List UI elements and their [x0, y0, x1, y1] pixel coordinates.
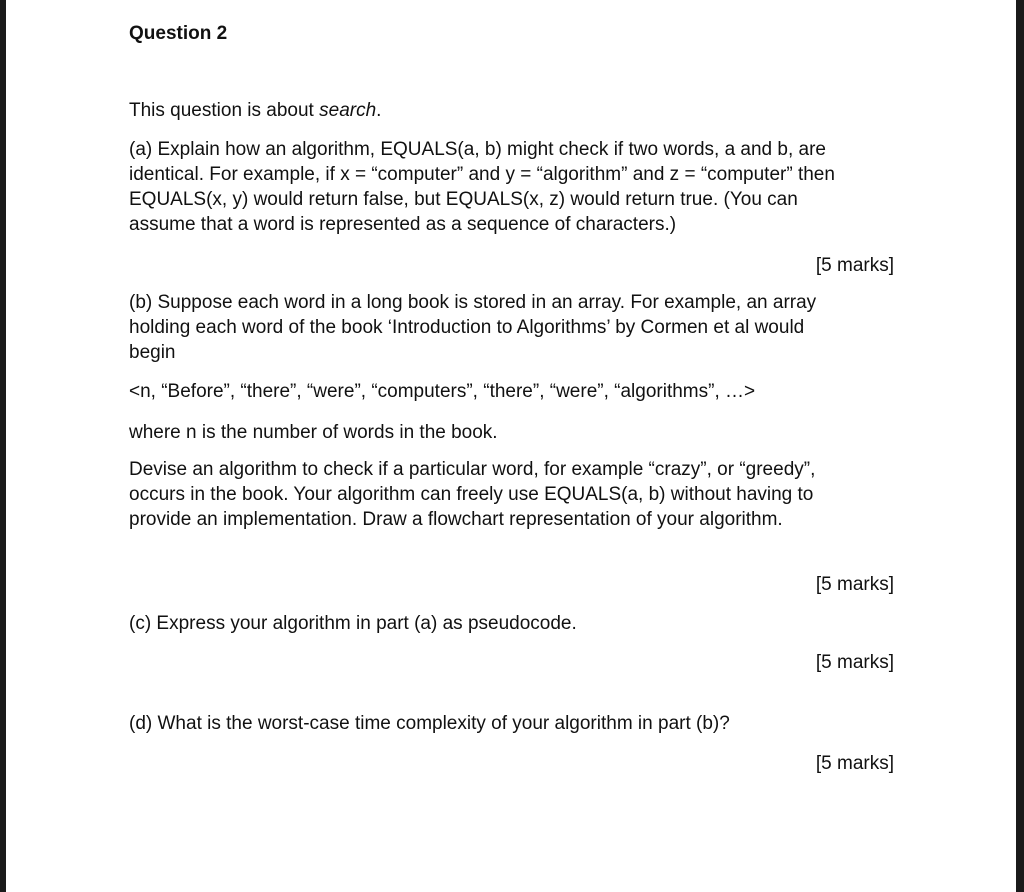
- part-a-marks: [5 marks]: [815, 255, 894, 276]
- part-c-text: (c) Express your algorithm in part (a) as pseudocode.: [129, 613, 577, 634]
- intro-topic: search: [319, 100, 377, 121]
- part-a-line: (a) Explain how an algorithm, EQUALS(a, b) might check if two words, a and b, are: [129, 139, 826, 160]
- intro-suffix: .: [376, 100, 382, 121]
- part-b-line: (b) Suppose each word in a long book is stored in an array. For example, an array: [129, 292, 817, 313]
- exam-page: [6, 0, 1016, 892]
- part-b-devise-text: [129, 457, 815, 532]
- part-d-marks: [5 marks]: [815, 753, 894, 774]
- part-c-marks: [5 marks]: [815, 652, 894, 673]
- part-a-text: [129, 137, 835, 237]
- question-title: Question 2: [129, 23, 228, 44]
- intro-prefix: This question is about: [129, 100, 320, 121]
- part-d-text: (d) What is the worst-case time complexity of your algorithm in part (b)?: [129, 713, 730, 734]
- devise-line: occurs in the book. Your algorithm can freely use EQUALS(a, b) without having to: [129, 484, 814, 505]
- part-b-text: [129, 290, 816, 365]
- where-line: where n is the number of words in the book.: [129, 422, 498, 443]
- array-example: <n, “Before”, “there”, “were”, “computers”, “there”, “were”, “algorithms”, …>: [129, 381, 756, 402]
- part-a-line: identical. For example, if x = “computer” and y = “algorithm” and z = “computer” then: [129, 164, 835, 185]
- part-b-line: holding each word of the book ‘Introduction to Algorithms’ by Cormen et al would: [129, 317, 805, 338]
- part-b-marks: [5 marks]: [815, 574, 894, 595]
- devise-line: Devise an algorithm to check if a particular word, for example “crazy”, or “greedy”,: [129, 459, 816, 480]
- part-a-line: EQUALS(x, y) would return false, but EQUALS(x, z) would return true. (You can: [129, 189, 798, 210]
- intro-text: [129, 98, 381, 123]
- devise-line: provide an implementation. Draw a flowchart representation of your algorithm.: [129, 509, 783, 530]
- part-a-line: assume that a word is represented as a sequence of characters.): [129, 214, 677, 235]
- part-b-line: begin: [129, 342, 176, 363]
